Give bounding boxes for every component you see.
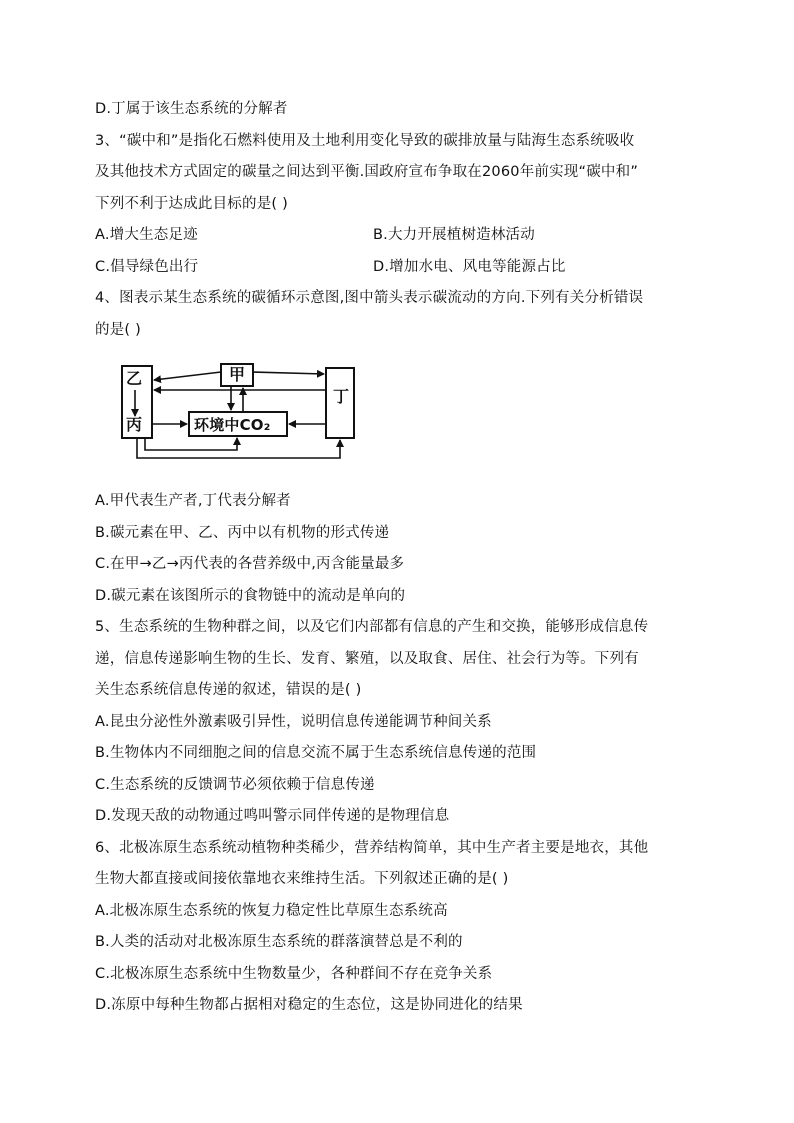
- q3-options-row-1: [95, 220, 705, 252]
- q6-option-d: D.冻原中每种生物都占据相对稳定的生态位，这是协同进化的结果: [95, 997, 523, 1013]
- arrow-bing-to-ding: [137, 438, 340, 458]
- q4-stem-line-1: 4、图表示某生态系统的碳循环示意图,图中箭头表示碳流动的方向.下列有关分析错误: [95, 290, 644, 306]
- node-co2: 环境中CO₂: [194, 416, 271, 434]
- q3-option-a: A.增大生态足迹: [95, 227, 198, 243]
- q5-option-b: B.生物体内不同细胞之间的信息交流不属于生态系统信息传递的范围: [95, 745, 537, 761]
- q6-stem-line-1: 6、北极冻原生态系统动植物种类稀少，营养结构简单，其中生产者主要是地衣，其他: [95, 839, 649, 856]
- arrow-jia-to-ding: [253, 372, 324, 374]
- q6-option-c: C.北极冻原生态系统中生物数量少，各种群间不存在竞争关系: [95, 965, 493, 982]
- exam-page: [95, 94, 705, 1022]
- q3-option-b: B.大力开展植树造林活动: [373, 227, 535, 243]
- q5-stem-line-1: 5、生态系统的生物种群之间，以及它们内部都有信息的产生和交换，能够形成信息传: [95, 619, 649, 635]
- q6-option-a: A.北极冻原生态系统的恢复力稳定性比草原生态系统高: [95, 902, 448, 919]
- node-ding: 丁: [333, 387, 350, 406]
- q5-stem-line-3: 关生态系统信息传递的叙述，错误的是( ): [95, 682, 362, 698]
- q2-option-d: D.丁属于该生态系统的分解者: [95, 101, 288, 117]
- q3-stem-line-1: 3、“碳中和”是指化石燃料使用及土地利用变化导致的碳排放量与陆海生态系统吸收: [95, 132, 635, 149]
- q6-stem-line-2: 生物大都直接或间接依靠地衣来维持生活。下列叙述正确的是( ): [95, 871, 509, 887]
- q4-stem-line-2: 的是( ): [95, 321, 141, 338]
- q5-option-c: C.生态系统的反馈调节必须依赖于信息传递: [95, 776, 375, 793]
- carbon-cycle-diagram: [119, 360, 359, 474]
- node-jia: 甲: [229, 365, 246, 384]
- node-yi: 乙: [126, 369, 143, 388]
- question-4: [95, 283, 705, 612]
- q3-option-d: D.增加水电、风电等能源占比: [373, 258, 566, 275]
- node-bing: 丙: [126, 415, 143, 434]
- q6-option-b: B.人类的活动对北极冻原生态系统的群落演替总是不利的: [95, 934, 463, 950]
- q5-stem-line-2: 递，信息传递影响生物的生长、发育、繁殖，以及取食、居住、社会行为等。下列有: [95, 650, 639, 667]
- question-3: [95, 126, 705, 284]
- q3-stem-line-3: 下列不利于达成此目标的是( ): [95, 195, 288, 212]
- arrow-yi-to-co2: [145, 438, 237, 450]
- arrow-jia-to-yi: [154, 372, 221, 380]
- question-6: [95, 833, 705, 1022]
- question-5: [95, 612, 705, 833]
- q3-options-row-2: [95, 252, 705, 284]
- q4-option-a: A.甲代表生产者,丁代表分解者: [95, 493, 291, 509]
- q4-option-d: D.碳元素在该图所示的食物链中的流动是单向的: [95, 587, 406, 604]
- q4-option-b: B.碳元素在甲、乙、丙中以有机物的形式传递: [95, 524, 390, 541]
- q3-option-c: C.倡导绿色出行: [95, 258, 199, 275]
- q3-stem-line-2: 及其他技术方式固定的碳量之间达到平衡.国政府宣布争取在2060年前实现“碳中和”: [95, 164, 639, 180]
- q5-option-d: D.发现天敌的动物通过鸣叫警示同伴传递的是物理信息: [95, 808, 450, 824]
- q4-option-c: C.在甲→乙→丙代表的各营养级中,丙含能量最多: [95, 556, 405, 572]
- q5-option-a: A.昆虫分泌性外激素吸引异性，说明信息传递能调节种间关系: [95, 713, 492, 730]
